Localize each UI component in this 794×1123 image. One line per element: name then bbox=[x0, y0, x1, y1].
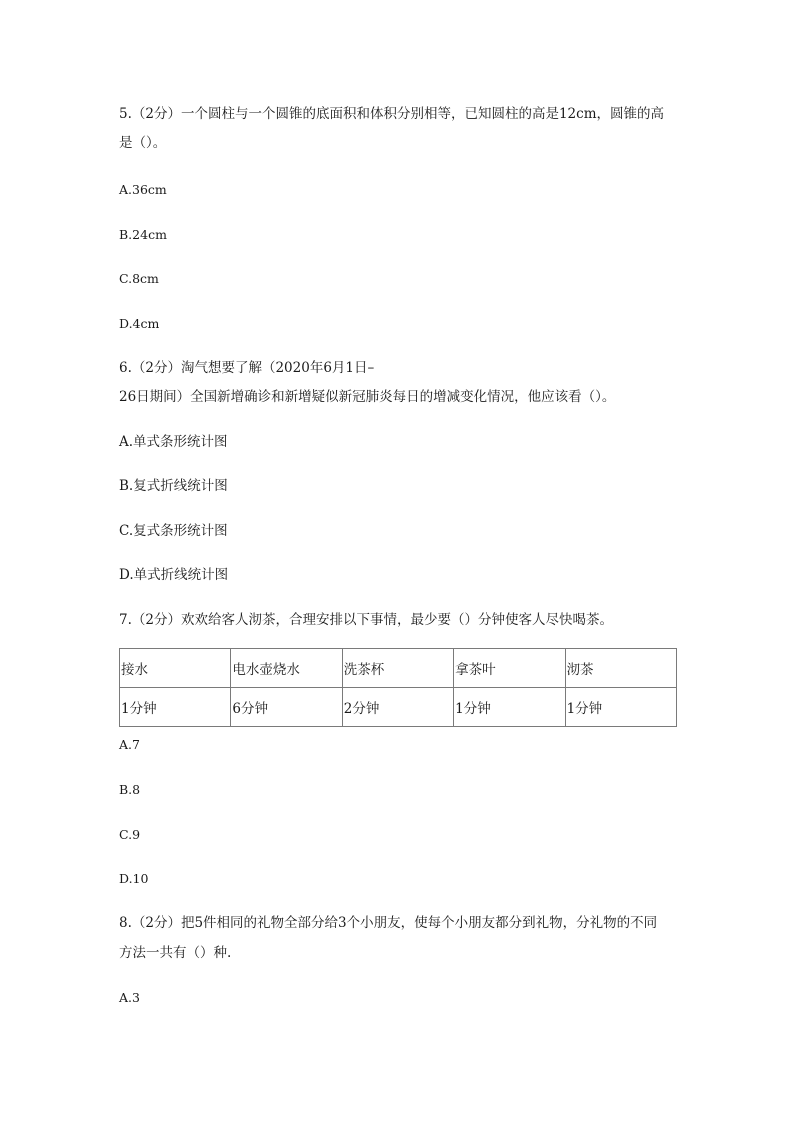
table-row bbox=[120, 649, 677, 688]
q6-stem-line2: 26日期间）全国新增确诊和新增疑似新冠肺炎每日的增减变化情况，他应该看（）。 bbox=[119, 389, 616, 405]
q5-stem-line2: 是（）。 bbox=[119, 135, 167, 151]
q5-stem-line1: 5.（2分）一个圆柱与一个圆锥的底面积和体积分别相等，已知圆柱的高是12cm，圆锥的高 bbox=[119, 106, 665, 122]
q8-stem-line1: 8.（2分）把5件相同的礼物全部分给3个小朋友，使每个小朋友都分到礼物，分礼物的不同 bbox=[119, 915, 658, 931]
q5-option-d: D.4cm bbox=[119, 316, 160, 331]
table-cell: 2分钟 bbox=[342, 688, 453, 727]
q7-option-d: D.10 bbox=[119, 871, 149, 886]
table-header-cell: 接水 bbox=[120, 649, 231, 688]
q7-option-c: C.9 bbox=[119, 827, 141, 842]
table-row bbox=[120, 688, 677, 727]
q7-option-a: A.7 bbox=[119, 737, 140, 752]
q6-option-c: C.复式条形统计图 bbox=[119, 523, 228, 539]
table-header-cell: 沏茶 bbox=[565, 649, 676, 688]
table-cell: 1分钟 bbox=[565, 688, 676, 727]
q5-option-b: B.24cm bbox=[119, 227, 167, 242]
q5-option-a: A.36cm bbox=[119, 182, 167, 197]
q7-option-b: B.8 bbox=[119, 782, 141, 797]
table-cell: 6分钟 bbox=[231, 688, 342, 727]
table-cell: 1分钟 bbox=[120, 688, 231, 727]
table-header-cell: 拿茶叶 bbox=[454, 649, 565, 688]
q6-option-b: B.复式折线统计图 bbox=[119, 478, 228, 494]
table-cell: 1分钟 bbox=[454, 688, 565, 727]
q6-option-d: D.单式折线统计图 bbox=[119, 567, 229, 583]
q8-option-a: A.3 bbox=[119, 990, 140, 1005]
table-header-cell: 洗茶杯 bbox=[342, 649, 453, 688]
table-header-cell: 电水壶烧水 bbox=[231, 649, 342, 688]
tea-steps-table bbox=[119, 648, 677, 727]
q6-stem-line1: 6.（2分）淘气想要了解（2020年6月1日– bbox=[119, 360, 375, 376]
q7-stem-line1: 7.（2分）欢欢给客人沏茶，合理安排以下事情，最少要（）分钟使客人尽快喝茶。 bbox=[119, 612, 613, 628]
q6-option-a: A.单式条形统计图 bbox=[119, 434, 228, 450]
q8-stem-line2: 方法一共有（）种. bbox=[119, 945, 232, 961]
q5-option-c: C.8cm bbox=[119, 271, 159, 286]
